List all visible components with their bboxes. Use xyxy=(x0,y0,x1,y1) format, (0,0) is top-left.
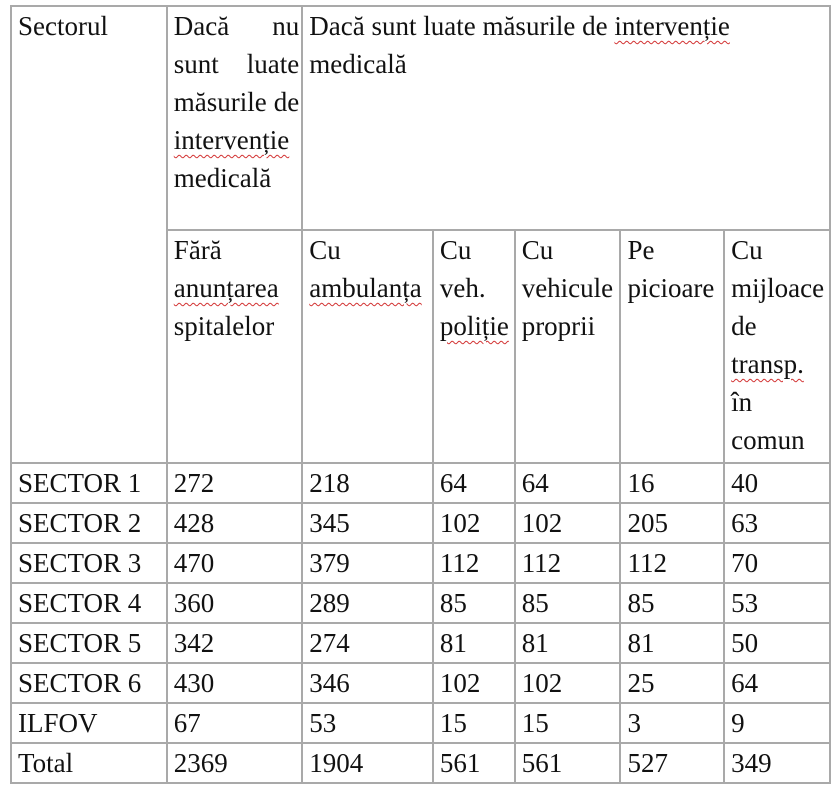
row-value-cell: 64 xyxy=(515,463,621,503)
row-value-cell: 527 xyxy=(620,743,724,783)
header-with-measures xyxy=(302,6,830,230)
misspelled-word: anunțarea xyxy=(173,273,279,303)
subheader-police-vehicle xyxy=(433,230,515,463)
subheader-own-vehicles xyxy=(515,230,621,463)
row-sector-label: SECTOR 3 xyxy=(11,543,167,583)
subheader-public-transport xyxy=(724,230,830,463)
row-value-cell: 53 xyxy=(302,703,433,743)
misspelled-word: transp. xyxy=(731,349,804,379)
header-text: Dacă nu sunt luate măsurile de xyxy=(173,11,300,117)
subheader-ambulance xyxy=(302,230,433,463)
table-row xyxy=(11,703,830,743)
row-value-cell: 85 xyxy=(515,583,621,623)
table-row xyxy=(11,663,830,703)
row-value-cell: 430 xyxy=(167,663,302,703)
row-value-cell: 470 xyxy=(167,543,302,583)
row-value-cell: 346 xyxy=(302,663,433,703)
row-value-cell: 345 xyxy=(302,503,433,543)
row-value-cell: 81 xyxy=(433,623,515,663)
row-value-cell: 112 xyxy=(620,543,724,583)
row-value-cell: 561 xyxy=(515,743,621,783)
row-sector-label: SECTOR 1 xyxy=(11,463,167,503)
misspelled-word: intervenție xyxy=(173,125,290,155)
header-sector xyxy=(11,6,167,463)
row-sector-label: Total xyxy=(11,743,167,783)
row-value-cell: 64 xyxy=(433,463,515,503)
row-value-cell: 70 xyxy=(724,543,830,583)
row-value-cell: 379 xyxy=(302,543,433,583)
row-value-cell: 15 xyxy=(515,703,621,743)
header-sector-label: Sectorul xyxy=(18,11,108,41)
row-sector-label: SECTOR 6 xyxy=(11,663,167,703)
header-text: Cu vehicule proprii xyxy=(521,235,614,341)
row-value-cell: 112 xyxy=(515,543,621,583)
header-text: Cu mijloace de xyxy=(731,235,825,341)
header-no-measures xyxy=(167,6,302,230)
row-value-cell: 218 xyxy=(302,463,433,503)
row-value-cell: 428 xyxy=(167,503,302,543)
row-sector-label: SECTOR 4 xyxy=(11,583,167,623)
table-row xyxy=(11,583,830,623)
header-text: Cu xyxy=(309,235,341,265)
row-value-cell: 112 xyxy=(433,543,515,583)
row-value-cell: 85 xyxy=(620,583,724,623)
misspelled-word: intervenție xyxy=(614,11,730,41)
header-text: Pe picioare xyxy=(627,235,715,303)
row-value-cell: 85 xyxy=(433,583,515,623)
row-value-cell: 64 xyxy=(724,663,830,703)
row-value-cell: 272 xyxy=(167,463,302,503)
row-value-cell: 349 xyxy=(724,743,830,783)
row-value-cell: 2369 xyxy=(167,743,302,783)
row-sector-label: ILFOV xyxy=(11,703,167,743)
row-value-cell: 561 xyxy=(433,743,515,783)
row-value-cell: 1904 xyxy=(302,743,433,783)
document-page xyxy=(10,5,831,784)
row-value-cell: 102 xyxy=(433,663,515,703)
row-value-cell: 15 xyxy=(433,703,515,743)
table-row xyxy=(11,623,830,663)
row-value-cell: 40 xyxy=(724,463,830,503)
row-value-cell: 102 xyxy=(515,503,621,543)
row-value-cell: 205 xyxy=(620,503,724,543)
misspelled-word: ambulanța xyxy=(309,273,422,303)
row-value-cell: 63 xyxy=(724,503,830,543)
header-text: spitalelor xyxy=(173,311,275,341)
header-text: în comun xyxy=(731,387,805,455)
header-text: Fără xyxy=(173,235,222,265)
table-row xyxy=(11,543,830,583)
row-sector-label: SECTOR 2 xyxy=(11,503,167,543)
header-row xyxy=(11,6,830,230)
row-value-cell: 342 xyxy=(167,623,302,663)
header-text: Dacă sunt luate măsurile de xyxy=(309,11,615,41)
table-row xyxy=(11,743,830,783)
row-value-cell: 289 xyxy=(302,583,433,623)
row-value-cell: 81 xyxy=(515,623,621,663)
table-row xyxy=(11,503,830,543)
row-sector-label: SECTOR 5 xyxy=(11,623,167,663)
row-value-cell: 50 xyxy=(724,623,830,663)
row-value-cell: 67 xyxy=(167,703,302,743)
table-row xyxy=(11,463,830,503)
row-value-cell: 9 xyxy=(724,703,830,743)
row-value-cell: 360 xyxy=(167,583,302,623)
row-value-cell: 53 xyxy=(724,583,830,623)
row-value-cell: 16 xyxy=(620,463,724,503)
header-text: medicală xyxy=(173,163,272,193)
row-value-cell: 102 xyxy=(515,663,621,703)
subheader-no-announcement xyxy=(167,230,302,463)
row-value-cell: 274 xyxy=(302,623,433,663)
row-value-cell: 81 xyxy=(620,623,724,663)
misspelled-word: poliție xyxy=(439,311,509,341)
header-text: Cu veh. xyxy=(439,235,486,303)
row-value-cell: 3 xyxy=(620,703,724,743)
sector-intervention-table xyxy=(10,5,831,784)
subheader-on-foot xyxy=(620,230,724,463)
row-value-cell: 102 xyxy=(433,503,515,543)
header-text: medicală xyxy=(309,49,407,79)
row-value-cell: 25 xyxy=(620,663,724,703)
